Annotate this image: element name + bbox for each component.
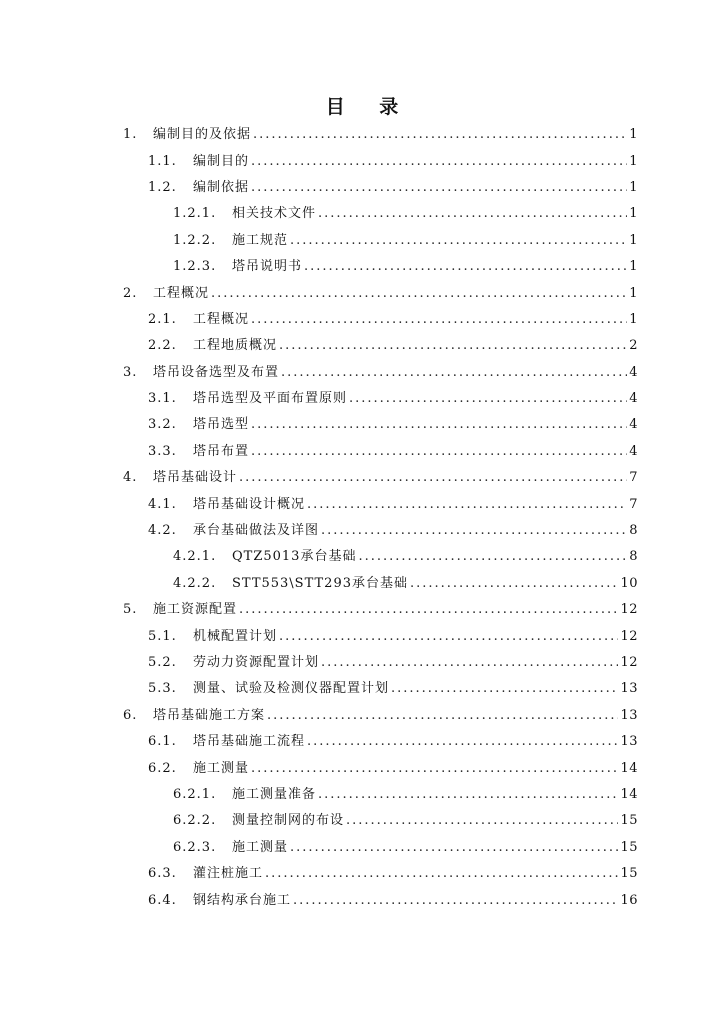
toc-dot-leader [410, 576, 618, 592]
toc-entry-title: 承台基础做法及详图 [193, 523, 320, 539]
toc-entry-title: 施工测量 [232, 839, 289, 855]
toc-entry[interactable] [0, 254, 724, 280]
toc-entry-page-number: 12 [620, 655, 638, 670]
toc-entry-title: 编制目的及依据 [153, 127, 252, 143]
toc-entry-number: 3. [123, 364, 138, 380]
toc-entry-title: 测量控制网的布设 [232, 813, 345, 829]
toc-entry[interactable] [0, 676, 724, 702]
toc-entry-page-number: 13 [620, 681, 638, 697]
toc-entry-title: 编制依据 [193, 179, 250, 195]
toc-entry-page-number: 8 [629, 549, 638, 565]
toc-entry-number: 6.2.3. [173, 839, 217, 855]
toc-entry-number: 3.3. [148, 443, 177, 459]
toc-entry-title: 施工测量准备 [232, 786, 317, 802]
toc-entry[interactable] [0, 544, 724, 570]
toc-entry-number: 4.2. [148, 523, 177, 539]
toc-entry[interactable] [0, 386, 724, 412]
toc-dot-leader [293, 893, 618, 909]
toc-entry-number: 5.2. [148, 655, 177, 670]
toc-list [0, 122, 724, 914]
toc-dot-leader [251, 444, 627, 460]
toc-entry-number: 1.2.1. [173, 206, 217, 222]
toc-entry-page-number: 15 [620, 866, 638, 882]
toc-entry-page-number: 7 [629, 496, 638, 512]
toc-dot-leader [290, 840, 618, 856]
toc-dot-leader [307, 497, 627, 513]
toc-dot-leader [321, 523, 627, 539]
toc-dot-leader [239, 470, 627, 486]
toc-entry-title: QTZ5013承台基础 [232, 549, 357, 565]
toc-entry-page-number: 4 [629, 391, 638, 407]
toc-entry-number: 6. [123, 707, 138, 723]
toc-dot-leader [211, 286, 627, 302]
toc-entry-number: 4.2.2. [173, 575, 217, 591]
toc-entry-page-number: 1 [629, 285, 638, 301]
toc-entry-number: 2.1. [148, 311, 177, 327]
toc-entry-page-number: 13 [620, 734, 638, 750]
toc-entry-number: 1.2.2. [173, 232, 217, 248]
toc-entry-number: 6.2.2. [173, 813, 217, 829]
toc-entry-number: 3.1. [148, 391, 177, 407]
toc-entry-page-number: 13 [620, 707, 638, 723]
toc-entry-title: STT553\STT293承台基础 [232, 575, 408, 591]
toc-entry-title: 钢结构承台施工 [193, 892, 292, 908]
toc-entry-number: 6.4. [148, 892, 177, 908]
toc-entry[interactable] [0, 491, 724, 517]
toc-entry-page-number: 8 [629, 523, 638, 539]
toc-entry[interactable] [0, 518, 724, 544]
toc-entry-title: 施工测量 [193, 760, 250, 776]
toc-entry-page-number: 2 [629, 338, 638, 354]
toc-entry-title: 塔吊说明书 [232, 259, 303, 275]
toc-dot-leader [281, 365, 627, 381]
toc-entry-number: 5.3. [148, 681, 177, 697]
toc-entry[interactable] [0, 148, 724, 174]
toc-entry-page-number: 4 [629, 443, 638, 459]
toc-dot-leader [290, 233, 627, 249]
toc-dot-leader [251, 180, 627, 196]
toc-dot-leader [321, 655, 618, 671]
toc-entry-number: 6.3. [148, 866, 177, 882]
toc-entry-title: 机械配置计划 [193, 628, 278, 644]
toc-entry-title: 测量、试验及检测仪器配置计划 [193, 681, 390, 697]
toc-entry-title: 塔吊基础施工方案 [153, 707, 266, 723]
toc-entry-page-number: 1 [629, 127, 638, 143]
toc-entry[interactable] [0, 439, 724, 465]
toc-entry[interactable] [0, 280, 724, 306]
toc-entry-page-number: 16 [620, 892, 638, 908]
toc-entry-page-number: 10 [620, 575, 638, 591]
toc-entry[interactable] [0, 122, 724, 148]
toc-dot-leader [358, 549, 627, 565]
toc-entry-title: 劳动力资源配置计划 [193, 655, 320, 670]
toc-dot-leader [349, 391, 627, 407]
toc-entry[interactable] [0, 228, 724, 254]
toc-entry-title: 施工规范 [232, 232, 289, 248]
toc-entry-page-number: 12 [620, 602, 638, 618]
toc-entry-number: 2. [123, 285, 138, 301]
toc-entry-page-number: 1 [629, 179, 638, 195]
toc-entry-page-number: 15 [620, 839, 638, 855]
toc-entry[interactable] [0, 175, 724, 201]
toc-entry-page-number: 7 [629, 470, 638, 486]
toc-entry[interactable] [0, 307, 724, 333]
toc-entry-number: 1.1. [148, 153, 177, 169]
toc-dot-leader [265, 866, 618, 882]
toc-dot-leader [251, 417, 627, 433]
toc-dot-leader [251, 312, 627, 328]
toc-entry-number: 5. [123, 602, 138, 618]
toc-entry-title: 塔吊选型及平面布置原则 [193, 391, 348, 407]
toc-entry-page-number: 1 [629, 311, 638, 327]
toc-entry-page-number: 1 [629, 232, 638, 248]
toc-entry-title: 工程地质概况 [193, 338, 278, 354]
toc-entry-number: 6.1. [148, 734, 177, 750]
toc-entry[interactable] [0, 201, 724, 227]
toc-entry-number: 5.1. [148, 628, 177, 644]
toc-entry-title: 塔吊基础设计 [153, 470, 238, 486]
toc-entry[interactable] [0, 597, 724, 623]
toc-entry[interactable] [0, 650, 724, 676]
toc-dot-leader [346, 813, 618, 829]
toc-entry-page-number: 1 [629, 259, 638, 275]
toc-dot-leader [318, 787, 618, 803]
toc-entry-number: 4.2.1. [173, 549, 217, 565]
toc-entry-page-number: 14 [620, 786, 638, 802]
toc-dot-leader [253, 127, 627, 143]
toc-entry[interactable] [0, 808, 724, 834]
toc-entry-title: 编制目的 [193, 153, 250, 169]
toc-entry[interactable] [0, 703, 724, 729]
toc-entry-title: 塔吊基础施工流程 [193, 734, 306, 750]
toc-entry[interactable] [0, 360, 724, 386]
toc-dot-leader [251, 761, 618, 777]
toc-entry-page-number: 15 [620, 813, 638, 829]
toc-dot-leader [279, 338, 627, 354]
toc-entry-page-number: 1 [629, 153, 638, 169]
toc-entry-page-number: 4 [629, 417, 638, 433]
toc-entry-title: 塔吊布置 [193, 443, 250, 459]
toc-dot-leader [267, 708, 618, 724]
toc-entry-number: 6.2.1. [173, 786, 217, 802]
toc-entry[interactable] [0, 571, 724, 597]
toc-entry[interactable] [0, 623, 724, 649]
toc-entry-page-number: 14 [620, 760, 638, 776]
toc-dot-leader [239, 602, 618, 618]
toc-entry-number: 1.2. [148, 179, 177, 195]
toc-entry-number: 6.2. [148, 760, 177, 776]
toc-entry-page-number: 1 [629, 206, 638, 222]
toc-entry-page-number: 12 [620, 628, 638, 644]
toc-entry-title: 工程概况 [153, 285, 210, 301]
toc-entry[interactable] [0, 755, 724, 781]
toc-entry-title: 塔吊基础设计概况 [193, 496, 306, 512]
toc-entry-title: 相关技术文件 [232, 206, 317, 222]
toc-entry-number: 3.2. [148, 417, 177, 433]
toc-entry[interactable] [0, 835, 724, 861]
toc-dot-leader [307, 734, 618, 750]
toc-entry-title: 施工资源配置 [153, 602, 238, 618]
toc-entry[interactable] [0, 465, 724, 491]
toc-entry[interactable] [0, 412, 724, 438]
toc-dot-leader [279, 629, 618, 645]
toc-entry-title: 工程概况 [193, 311, 250, 327]
toc-entry-title: 塔吊设备选型及布置 [153, 364, 280, 380]
toc-entry-page-number: 4 [629, 364, 638, 380]
toc-entry-number: 1. [123, 127, 138, 143]
toc-dot-leader [251, 154, 627, 170]
toc-entry-number: 2.2. [148, 338, 177, 354]
toc-dot-leader [391, 681, 618, 697]
toc-entry[interactable] [0, 782, 724, 808]
toc-entry[interactable] [0, 887, 724, 913]
toc-entry-number: 1.2.3. [173, 259, 217, 275]
toc-dot-leader [318, 206, 627, 222]
toc-entry[interactable] [0, 333, 724, 359]
toc-title: 目 录 [325, 96, 413, 118]
toc-entry[interactable] [0, 729, 724, 755]
toc-entry-number: 4. [123, 470, 138, 486]
toc-entry-number: 4.1. [148, 496, 177, 512]
toc-entry[interactable] [0, 861, 724, 887]
toc-dot-leader [304, 259, 627, 275]
toc-entry-title: 塔吊选型 [193, 417, 250, 433]
toc-entry-title: 灌注桩施工 [193, 866, 264, 882]
